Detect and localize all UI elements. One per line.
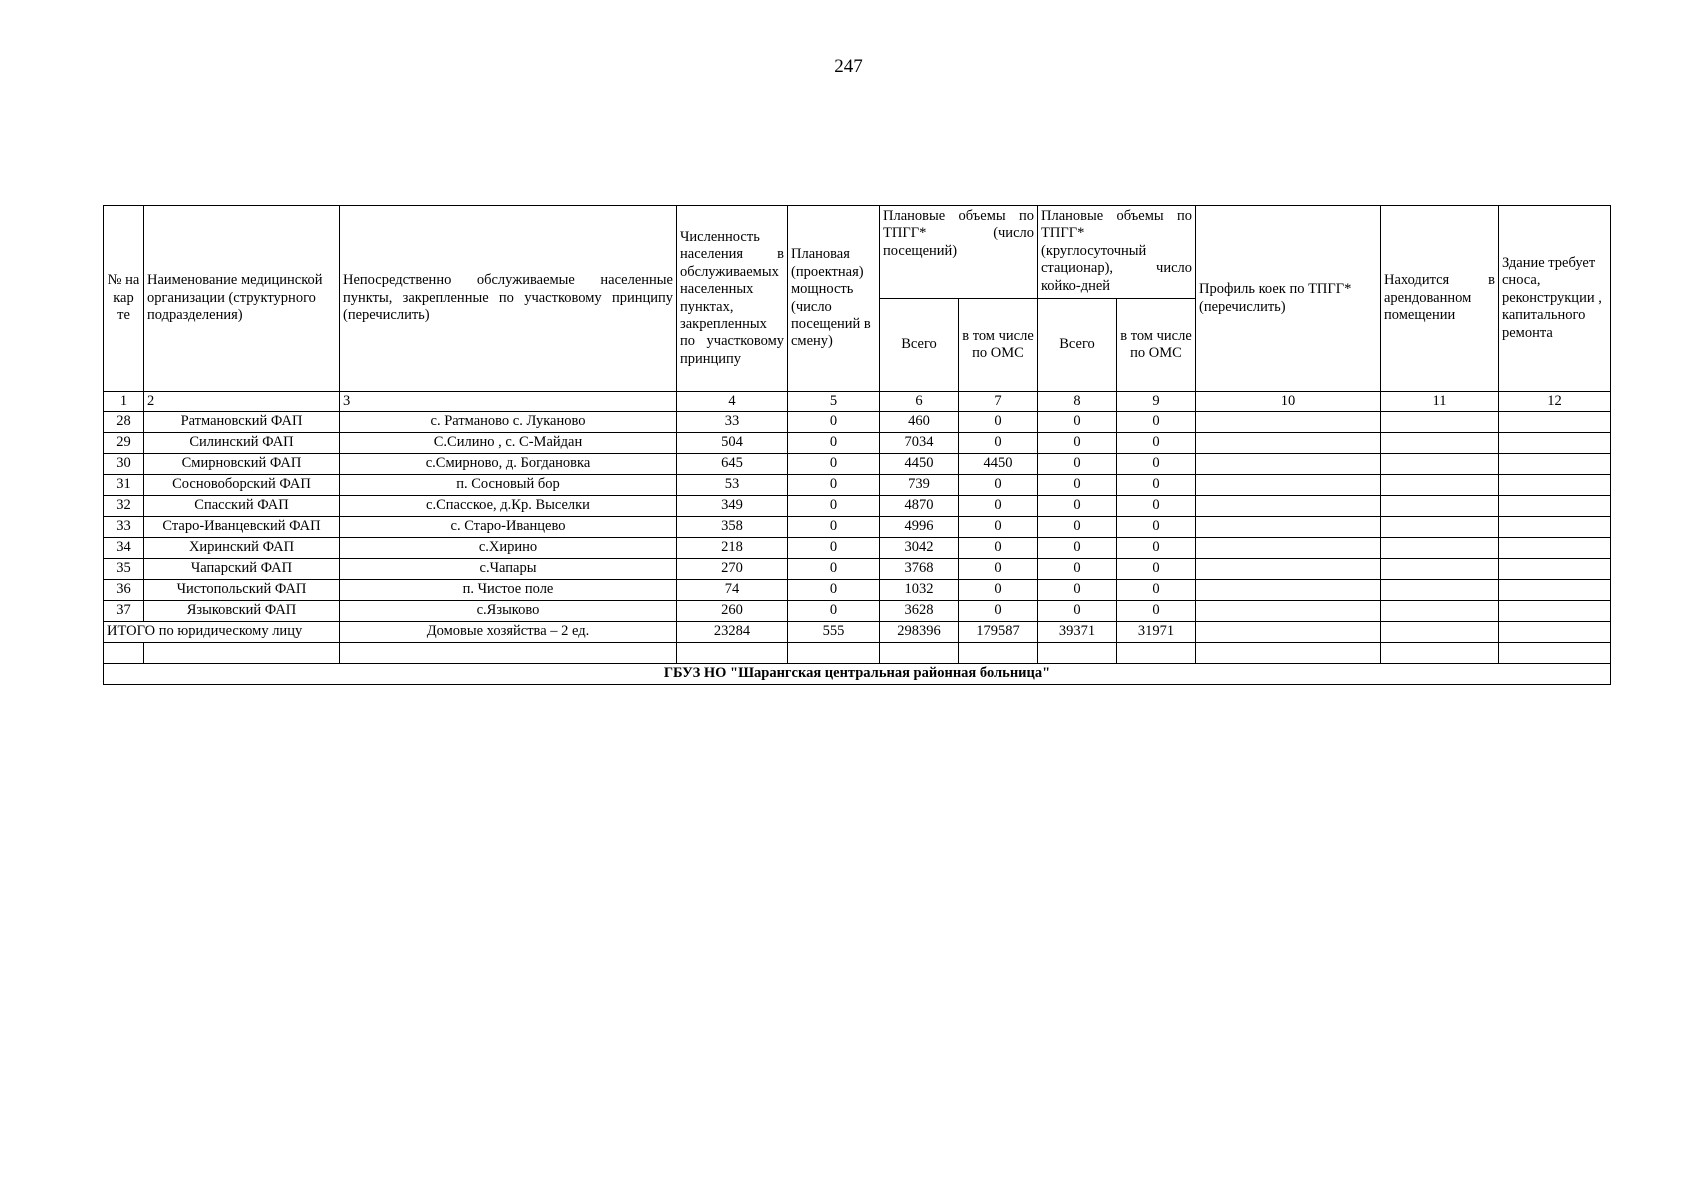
header-beddays-total: Всего <box>1038 299 1117 392</box>
org-name: Чапарский ФАП <box>144 559 340 580</box>
blank-cell <box>880 643 959 664</box>
bed-profile <box>1196 496 1381 517</box>
header-row-top <box>104 206 1611 299</box>
row-number: 30 <box>104 454 144 475</box>
capacity: 0 <box>788 580 880 601</box>
visits-oms: 0 <box>959 601 1038 622</box>
rented <box>1381 496 1499 517</box>
visits-all: 7034 <box>880 433 959 454</box>
rented <box>1381 559 1499 580</box>
visits-oms: 0 <box>959 412 1038 433</box>
capacity: 0 <box>788 496 880 517</box>
building-state <box>1499 538 1611 559</box>
total-population: 23284 <box>677 622 788 643</box>
table-row <box>104 475 1611 496</box>
bed-profile <box>1196 538 1381 559</box>
rented <box>1381 454 1499 475</box>
column-number: 4 <box>677 392 788 412</box>
served-points: с.Спасское, д.Кр. Выселки <box>340 496 677 517</box>
org-name: Языковский ФАП <box>144 601 340 622</box>
column-number: 1 <box>104 392 144 412</box>
population: 504 <box>677 433 788 454</box>
header-building-state: Здание требует сноса, реконструкции , капитального ремонта <box>1499 206 1611 392</box>
org-name: Старо-Иванцевский ФАП <box>144 517 340 538</box>
beddays-all: 0 <box>1038 496 1117 517</box>
org-name: Чистопольский ФАП <box>144 580 340 601</box>
row-number: 37 <box>104 601 144 622</box>
row-number: 31 <box>104 475 144 496</box>
org-name: Смирновский ФАП <box>144 454 340 475</box>
blank-cell <box>1381 643 1499 664</box>
rented <box>1381 601 1499 622</box>
bed-profile <box>1196 475 1381 496</box>
beddays-oms: 0 <box>1117 475 1196 496</box>
row-number: 34 <box>104 538 144 559</box>
served-points: п. Сосновый бор <box>340 475 677 496</box>
capacity: 0 <box>788 559 880 580</box>
rented <box>1381 580 1499 601</box>
row-number: 33 <box>104 517 144 538</box>
beddays-oms: 0 <box>1117 559 1196 580</box>
beddays-oms: 0 <box>1117 496 1196 517</box>
blank-row <box>104 643 1611 664</box>
population: 349 <box>677 496 788 517</box>
population: 260 <box>677 601 788 622</box>
beddays-oms: 0 <box>1117 601 1196 622</box>
org-heading: ГБУЗ НО "Шарангская центральная районная больница" <box>104 664 1611 685</box>
table-row <box>104 559 1611 580</box>
data-rows <box>104 412 1611 622</box>
rented <box>1381 538 1499 559</box>
table-row <box>104 517 1611 538</box>
column-number: 2 <box>144 392 340 412</box>
served-points: с. Старо-Иванцево <box>340 517 677 538</box>
population: 270 <box>677 559 788 580</box>
column-number: 10 <box>1196 392 1381 412</box>
column-number: 9 <box>1117 392 1196 412</box>
beddays-all: 0 <box>1038 559 1117 580</box>
served-points: с.Чапары <box>340 559 677 580</box>
population: 53 <box>677 475 788 496</box>
visits-all: 3768 <box>880 559 959 580</box>
visits-all: 460 <box>880 412 959 433</box>
beddays-all: 0 <box>1038 454 1117 475</box>
served-points: п. Чистое поле <box>340 580 677 601</box>
visits-all: 3628 <box>880 601 959 622</box>
served-points: с.Хирино <box>340 538 677 559</box>
visits-oms: 0 <box>959 496 1038 517</box>
beddays-oms: 0 <box>1117 538 1196 559</box>
blank-cell <box>340 643 677 664</box>
blank-cell <box>1038 643 1117 664</box>
bed-profile <box>1196 412 1381 433</box>
bed-profile <box>1196 454 1381 475</box>
total-bed-profile <box>1196 622 1381 643</box>
beddays-all: 0 <box>1038 517 1117 538</box>
column-number: 6 <box>880 392 959 412</box>
bed-profile <box>1196 517 1381 538</box>
building-state <box>1499 433 1611 454</box>
visits-all: 4996 <box>880 517 959 538</box>
row-number: 29 <box>104 433 144 454</box>
column-number: 7 <box>959 392 1038 412</box>
visits-oms: 0 <box>959 433 1038 454</box>
column-number: 8 <box>1038 392 1117 412</box>
total-beddays-oms: 31971 <box>1117 622 1196 643</box>
table-row <box>104 412 1611 433</box>
capacity: 0 <box>788 538 880 559</box>
row-number: 35 <box>104 559 144 580</box>
visits-oms: 0 <box>959 580 1038 601</box>
visits-all: 1032 <box>880 580 959 601</box>
blank-cell <box>1499 643 1611 664</box>
table-row <box>104 538 1611 559</box>
facilities-table <box>103 205 1611 685</box>
row-number: 28 <box>104 412 144 433</box>
population: 358 <box>677 517 788 538</box>
beddays-oms: 0 <box>1117 517 1196 538</box>
beddays-all: 0 <box>1038 433 1117 454</box>
total-visits-all: 298396 <box>880 622 959 643</box>
org-heading-row <box>104 664 1611 685</box>
building-state <box>1499 454 1611 475</box>
header-org-name: Наименование медицинской организации (структурного подразделения) <box>144 206 340 392</box>
total-row <box>104 622 1611 643</box>
blank-cell <box>788 643 880 664</box>
blank-cell <box>677 643 788 664</box>
visits-all: 739 <box>880 475 959 496</box>
blank-cell <box>144 643 340 664</box>
total-label: ИТОГО по юридическому лицу <box>104 622 340 643</box>
org-name: Силинский ФАП <box>144 433 340 454</box>
beddays-oms: 0 <box>1117 412 1196 433</box>
table-row <box>104 580 1611 601</box>
rented <box>1381 475 1499 496</box>
header-bed-profile: Профиль коек по ТПГГ* (перечислить) <box>1196 206 1381 392</box>
header-rented: Находится в арендованном помещении <box>1381 206 1499 392</box>
beddays-oms: 0 <box>1117 580 1196 601</box>
table-row <box>104 454 1611 475</box>
capacity: 0 <box>788 601 880 622</box>
capacity: 0 <box>788 433 880 454</box>
row-number: 32 <box>104 496 144 517</box>
column-number: 12 <box>1499 392 1611 412</box>
beddays-oms: 0 <box>1117 433 1196 454</box>
served-points: С.Силино , с. С-Майдан <box>340 433 677 454</box>
total-points: Домовые хозяйства – 2 ед. <box>340 622 677 643</box>
blank-cell <box>104 643 144 664</box>
header-visits-group: Плановые объемы по ТПГГ* (число посещений) <box>880 206 1038 299</box>
visits-oms: 0 <box>959 517 1038 538</box>
header-visits-oms: в том числе по ОМС <box>959 299 1038 392</box>
bed-profile <box>1196 601 1381 622</box>
bed-profile <box>1196 580 1381 601</box>
beddays-all: 0 <box>1038 475 1117 496</box>
population: 74 <box>677 580 788 601</box>
beddays-all: 0 <box>1038 412 1117 433</box>
beddays-oms: 0 <box>1117 454 1196 475</box>
row-number: 36 <box>104 580 144 601</box>
visits-all: 4450 <box>880 454 959 475</box>
total-beddays-all: 39371 <box>1038 622 1117 643</box>
rented <box>1381 412 1499 433</box>
beddays-all: 0 <box>1038 580 1117 601</box>
org-name: Хиринский ФАП <box>144 538 340 559</box>
capacity: 0 <box>788 412 880 433</box>
building-state <box>1499 601 1611 622</box>
column-number: 5 <box>788 392 880 412</box>
header-served-points: Непосредственно обслуживаемые населенные пункты, закрепленные по участковому принципу (перечислить) <box>340 206 677 392</box>
population: 33 <box>677 412 788 433</box>
org-name: Сосновоборский ФАП <box>144 475 340 496</box>
org-name: Ратмановский ФАП <box>144 412 340 433</box>
beddays-all: 0 <box>1038 538 1117 559</box>
header-beddays-oms: в том числе по ОМС <box>1117 299 1196 392</box>
served-points: с. Ратманово с. Луканово <box>340 412 677 433</box>
building-state <box>1499 412 1611 433</box>
header-visits-total: Всего <box>880 299 959 392</box>
visits-oms: 0 <box>959 538 1038 559</box>
header-population: Численность населения в обслуживаемых населенных пунктах, закрепленных по участковому принципу <box>677 206 788 392</box>
visits-oms: 0 <box>959 559 1038 580</box>
bed-profile <box>1196 433 1381 454</box>
capacity: 0 <box>788 454 880 475</box>
served-points: с.Смирново, д. Богдановка <box>340 454 677 475</box>
header-map-number: № на кар те <box>104 206 144 392</box>
served-points: с.Языково <box>340 601 677 622</box>
population: 645 <box>677 454 788 475</box>
total-building-state <box>1499 622 1611 643</box>
total-rented <box>1381 622 1499 643</box>
page-number: 247 <box>834 56 863 77</box>
visits-oms: 0 <box>959 475 1038 496</box>
population: 218 <box>677 538 788 559</box>
building-state <box>1499 559 1611 580</box>
header-beddays-group: Плановые объемы по ТПГГ* (круглосуточный стационар), число койко-дней <box>1038 206 1196 299</box>
capacity: 0 <box>788 475 880 496</box>
blank-cell <box>1117 643 1196 664</box>
total-capacity: 555 <box>788 622 880 643</box>
rented <box>1381 433 1499 454</box>
capacity: 0 <box>788 517 880 538</box>
table-row <box>104 496 1611 517</box>
visits-oms: 4450 <box>959 454 1038 475</box>
header-capacity: Плановая (проектная) мощность (число посещений в смену) <box>788 206 880 392</box>
table-row <box>104 601 1611 622</box>
column-number: 3 <box>340 392 677 412</box>
blank-cell <box>959 643 1038 664</box>
bed-profile <box>1196 559 1381 580</box>
table-row <box>104 433 1611 454</box>
building-state <box>1499 517 1611 538</box>
visits-all: 4870 <box>880 496 959 517</box>
building-state <box>1499 496 1611 517</box>
beddays-all: 0 <box>1038 601 1117 622</box>
building-state <box>1499 475 1611 496</box>
column-number-row <box>104 392 1611 412</box>
blank-cell <box>1196 643 1381 664</box>
building-state <box>1499 580 1611 601</box>
visits-all: 3042 <box>880 538 959 559</box>
rented <box>1381 517 1499 538</box>
column-number: 11 <box>1381 392 1499 412</box>
org-name: Спасский ФАП <box>144 496 340 517</box>
total-visits-oms: 179587 <box>959 622 1038 643</box>
